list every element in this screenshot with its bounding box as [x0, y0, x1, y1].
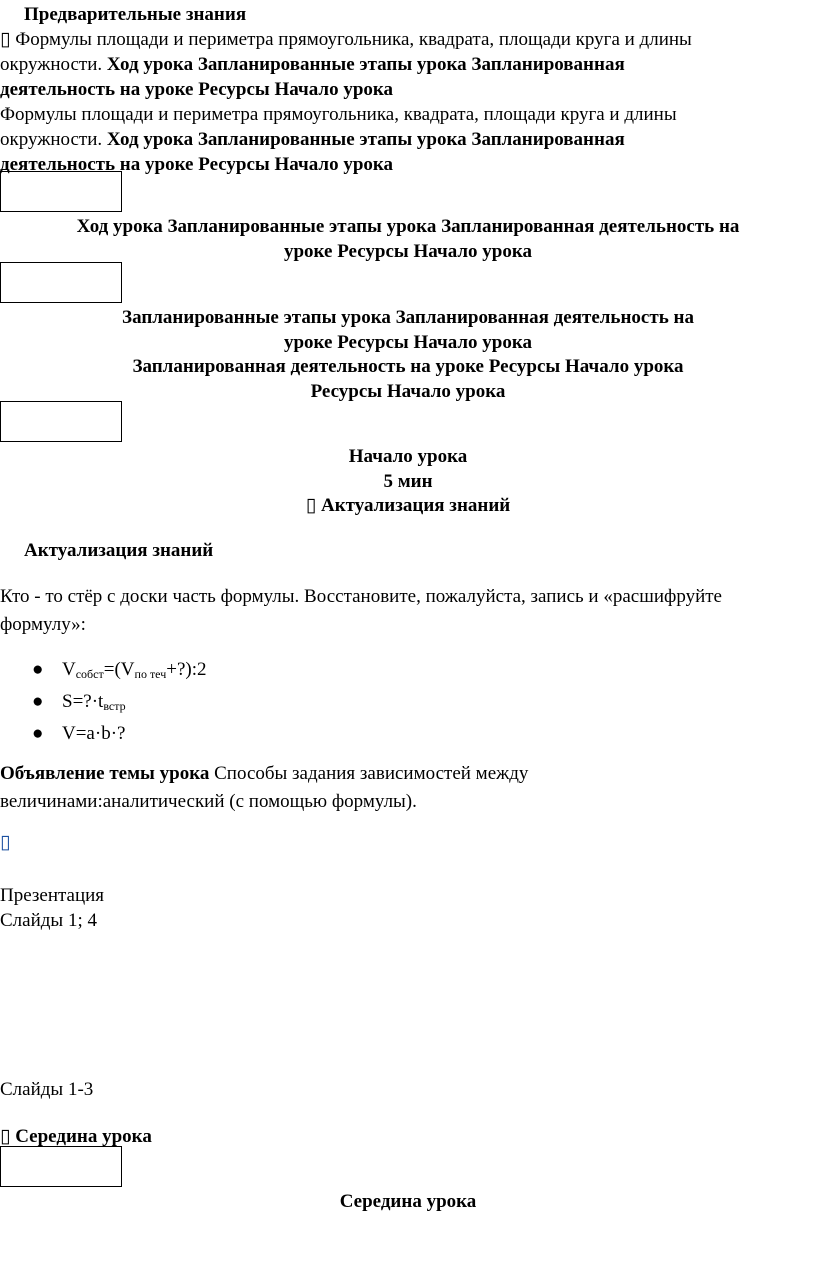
- list-item: ● $S=?\cdot t_{встр}$: [0, 686, 207, 718]
- missing-glyph-icon: ▯: [0, 29, 11, 50]
- list-item: ● $V_{собст}=(V_{по теч}+?):2$: [0, 654, 207, 686]
- toc-heading-planned-stages-2[interactable]: уроке Ресурсы Начало урока: [283, 332, 533, 353]
- resource-slides-1-4: Слайды 1; 4: [0, 910, 97, 931]
- prior-knowledge-text-2b: окружности. Ход урока Запланированные этапы урока Запланированная: [0, 129, 625, 150]
- image-placeholder-2: [0, 262, 122, 303]
- formula-list: [0, 654, 207, 750]
- bullet-icon: ●: [32, 723, 44, 744]
- image-placeholder-1: [0, 171, 122, 212]
- section-title-prior-knowledge: Предварительные знания: [24, 4, 247, 25]
- prior-knowledge-text-1b: окружности. Ход урока Запланированные этапы урока Запланированная: [0, 54, 625, 75]
- toc-heading-resources[interactable]: Ресурсы Начало урока: [310, 381, 506, 402]
- heading-lesson-start: Начало урока: [348, 446, 468, 467]
- actualization-intro-2: формулу»:: [0, 614, 86, 635]
- heading-lesson-middle: Середина урока: [339, 1191, 477, 1212]
- toc-links-2[interactable]: Ход урока Запланированные этапы урока Запланированная: [102, 129, 625, 150]
- prior-knowledge-text-1: ▯ Формулы площади и периметра прямоугольника, квадрата, площади круга и длины: [0, 29, 692, 50]
- bullet-icon: ●: [32, 691, 44, 712]
- prior-knowledge-text-2: Формулы площади и периметра прямоугольника, квадрата, площади круга и длины: [0, 104, 677, 125]
- topic-announcement-2: величинами:аналитический (с помощью формулы).: [0, 791, 417, 812]
- actualization-heading: Актуализация знаний: [24, 540, 214, 561]
- toc-links-1[interactable]: Ход урока Запланированные этапы урока Запланированная: [102, 54, 625, 75]
- toc-heading-lesson-flow-2[interactable]: уроке Ресурсы Начало урока: [283, 241, 533, 262]
- bullet-icon: ●: [32, 659, 44, 680]
- resource-presentation: Презентация: [0, 885, 105, 906]
- toc-heading-lesson-flow[interactable]: Ход урока Запланированные этапы урока Запланированная деятельность на: [76, 216, 740, 237]
- toc-heading-planned-activity[interactable]: Запланированная деятельность на уроке Ресурсы Начало урока: [132, 356, 684, 377]
- link-glyph-icon[interactable]: ▯: [0, 832, 11, 853]
- toc-heading-planned-stages[interactable]: Запланированные этапы урока Запланированная деятельность на: [122, 307, 694, 328]
- toc-link-actualization[interactable]: ▯ Актуализация знаний: [305, 495, 511, 516]
- toc-links-2b[interactable]: деятельность на уроке Ресурсы Начало урока: [0, 154, 394, 175]
- missing-glyph-icon: ▯: [305, 495, 317, 516]
- image-placeholder-3: [0, 401, 122, 442]
- topic-announcement: Объявление темы урока Способы задания зависимостей между: [0, 763, 529, 784]
- missing-glyph-icon: ▯: [0, 1126, 11, 1147]
- list-item: ● V=a·b·?: [0, 718, 207, 750]
- lesson-start-duration: 5 мин: [383, 471, 433, 492]
- resource-slides-1-3: Слайды 1-3: [0, 1079, 94, 1100]
- image-placeholder-4: [0, 1146, 122, 1187]
- toc-link-middle[interactable]: ▯ Середина урока: [0, 1126, 152, 1147]
- toc-links-1b[interactable]: деятельность на уроке Ресурсы Начало урока: [0, 79, 394, 100]
- actualization-intro: Кто - то стёр с доски часть формулы. Восстановите, пожалуйста, запись и «расшифруйте: [0, 586, 722, 607]
